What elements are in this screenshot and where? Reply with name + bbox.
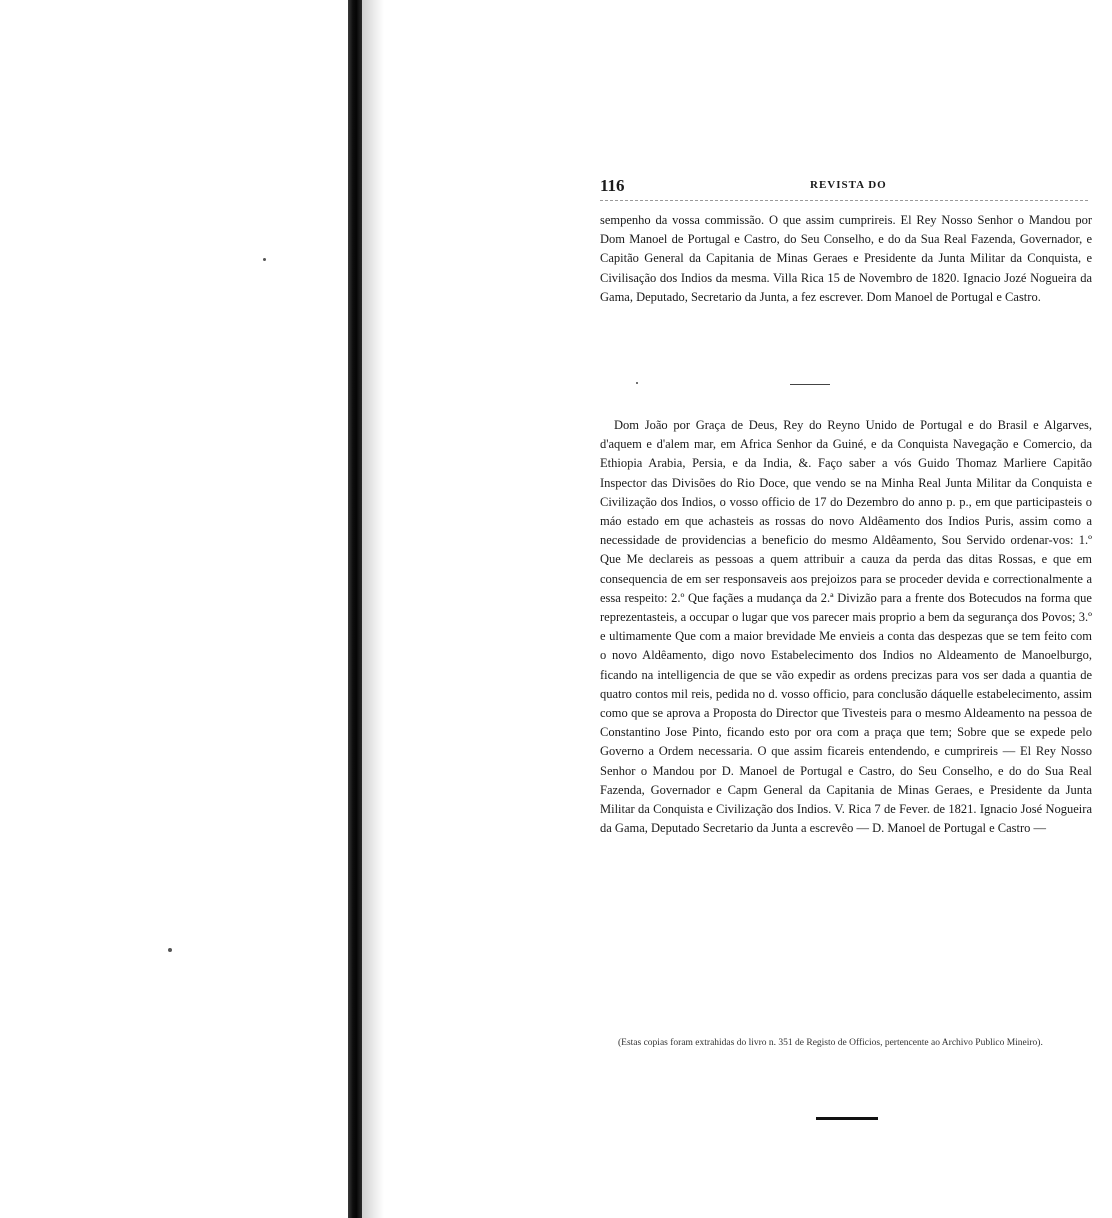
paragraph-1: sempenho da vossa commissão. O que assim cumprireis. El Rey Nosso Senhor o Mandou por Dom Manoel de Portugal e Castro, do Seu Conselho, e do da Sua Real Fazenda, Governador, e Capitão General da Capitania de Minas Geraes e Presidente da Junta Militar da Conquista, e Civilisação dos Indios da mesma. Villa Rica 15 de Novembro de 1820. Ignacio Jozé Nogueira da Gama, Deputado, Secretario da Junta, a fez escrever. Dom Manoel de Portugal e Castro.	[600, 213, 1092, 304]
page-number: 116	[600, 176, 625, 195]
paragraph-2: Dom João por Graça de Deus, Rey do Reyno Unido de Portugal e do Brasil e Algarves, d'aquem e d'alem mar, em Africa Senhor da Guiné, e da Conquista Navegação e Comercio, da Ethiopia Arabia, Persia, e da India, &. Faço saber a vós Guido Thomaz Marliere Capitão Inspector das Divisões do Rio Doce, que vendo se na Minha Real Junta Militar da Conquista e Civilização dos Indios, o vosso officio de 17 do Dezembro do anno p. p., em que participasteis o máo estado em que achasteis as rossas do novo Aldêamento dos Indios Puris, assim como a necessidade de providencias a beneficio do mesmo Aldêamento, Sou Servido ordenar-vos: 1.º Que Me declareis as pessoas a quem attribuir a cauza da perda das ditas Rossas, e que em consequencia de em ser responsaveis aos prejoizos para se proceder devida e correctionalmente a essa respeito: 2.º Que façães a mudança da 2.ª Divizão para a frente dos Botecudos na forma que reprezentasteis, a occupar o lugar que vos parecer mais proprio a bem da segurança dos Povos; 3.º e ultimamente Que com a maior brevidade Me envieis a conta das despezas que se tem feito com o novo Aldêamento, digo novo Estabelecimento dos Indios no Aldeamento de Manoelburgo, ficando na intelligencia de que se vão expedir as ordens precizas para vos ser dada a quantia de quatro contos mil reis, pedida no d. vosso officio, para conclusão dáquelle estabelecimento, assim como que se aprova a Proposta do Director que Tivesteis para o mesmo Aldeamento na pessoa de Constantino Jose Pinto, ficando esto por ora com a praça que tem; Sobre que se expede pelo Governo a Ordem necessaria. O que assim ficareis entendendo, e cumprireis — El Rey Nosso Senhor o Mandou por D. Manoel de Portugal e Castro, do Seu Conselho, e do do Sua Real Fazenda, Governador e Capm General da Capitania de Minas Geraes, e Presidente da Junta Militar da Conquista e Civilização dos Indios. V. Rica 7 de Fever. de 1821. Ignacio José Nogueira da Gama, Deputado Secretario da Junta a escrevêo — D. Manoel de Portugal e Castro —	[600, 418, 1092, 836]
page-speck	[168, 948, 172, 952]
footnote: (Estas copias foram extrahidas do livro n. 351 de Registo de Officios, pertencente ao Archivo Publico Mineiro).	[618, 1038, 1043, 1048]
right-text-page	[362, 0, 1112, 1218]
page-speck	[263, 258, 266, 261]
header-rule	[600, 200, 1088, 201]
running-head: REVISTA DO	[810, 179, 887, 191]
divider-dot	[636, 382, 638, 384]
book-gutter	[348, 0, 362, 1218]
page-header	[600, 176, 1088, 196]
section-divider	[790, 384, 830, 385]
left-blank-page	[0, 0, 352, 1218]
end-rule	[816, 1117, 878, 1120]
